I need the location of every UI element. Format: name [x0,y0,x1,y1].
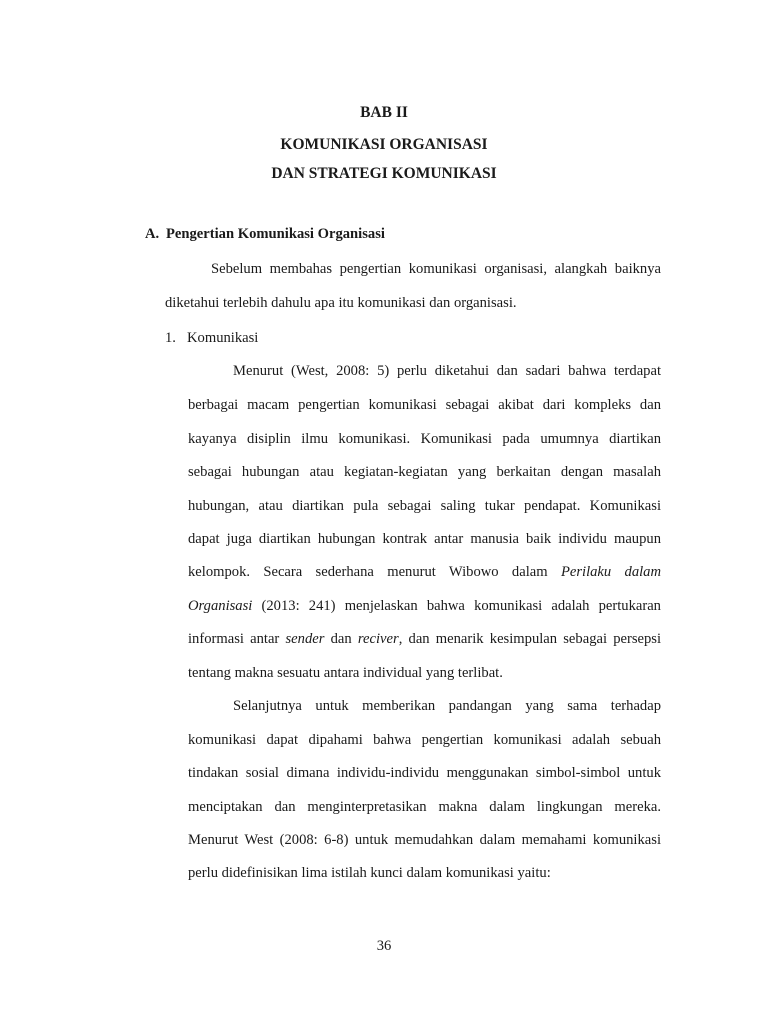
paragraph-1-line-3: kayanya disiplin ilmu komunikasi. Komunikasi pada umumnya diartikan [188,431,661,447]
line-9-text-post: , dan menarik kesimpulan sebagai persepsi [398,631,662,647]
paragraph-1-line-9 [188,623,661,657]
section-a-title: Pengertian Komunikasi Organisasi [166,226,385,242]
term-reciver: reciver [357,631,399,647]
term-sender: sender [285,631,325,647]
paragraph-2-line-1: Selanjutnya untuk memberikan pandangan yang sama terhadap [233,698,661,714]
book-title-part-2: Organisasi [188,598,253,614]
line-9-text-pre: informasi antar [188,631,280,647]
intro-line-2: diketahui terlebih dahulu apa itu komunikasi dan organisasi. [165,295,517,311]
chapter-title-line-1: KOMUNIKASI ORGANISASI [280,136,488,153]
paragraph-1-line-6: dapat juga diartikan hubungan kontrak antar manusia baik individu maupun [188,531,661,547]
paragraph-1-line-2: berbagai macam pengertian komunikasi sebagai akibat dari kompleks dan [188,397,661,413]
line-8-text: (2013: 241) menjelaskan bahwa komunikasi adalah pertukaran [261,598,661,614]
item-1-heading [165,322,258,356]
item-1-number: 1. [165,330,176,346]
item-1-title: Komunikasi [187,330,259,346]
paragraph-1-line-4: sebagai hubungan atau kegiatan-kegiatan yang berkaitan dengan masalah [188,464,661,480]
chapter-title-line-2: DAN STRATEGI KOMUNIKASI [271,165,497,182]
section-a-letter: A. [145,226,160,242]
paragraph-1-line-1: Menurut (West, 2008: 5) perlu diketahui dan sadari bahwa terdapat [233,363,661,379]
paragraph-2-line-5: Menurut West (2008: 6-8) untuk memudahkan dalam memahami komunikasi [188,832,661,848]
intro-line-1: Sebelum membahas pengertian komunikasi organisasi, alangkah baiknya [211,261,661,277]
page-number: 36 [376,938,392,954]
paragraph-1-line-10: tentang makna sesuatu antara individual yang terlibat. [188,665,503,681]
paragraph-1-line-8 [188,590,661,624]
paragraph-1-line-5: hubungan, atau diartikan pula sebagai saling tukar pendapat. Komunikasi [188,498,661,514]
line-9-text-mid: dan [330,631,352,647]
paragraph-2-line-3: tindakan sosial dimana individu-individu menggunakan simbol-simbol untuk [188,765,661,781]
section-a-heading [145,226,385,243]
book-title-part-1: Perilaku dalam [560,564,662,580]
chapter-number: BAB II [360,104,408,121]
paragraph-1-line-7 [188,556,661,590]
paragraph-2-line-4: menciptakan dan menginterpretasikan makna dalam lingkungan mereka. [188,799,661,815]
line-7-text: kelompok. Secara sederhana menurut Wibowo dalam [188,564,548,580]
paragraph-2-line-2: komunikasi dapat dipahami bahwa pengertian komunikasi adalah sebuah [188,732,661,748]
paragraph-2-line-6: perlu didefinisikan lima istilah kunci dalam komunikasi yaitu: [188,865,551,881]
